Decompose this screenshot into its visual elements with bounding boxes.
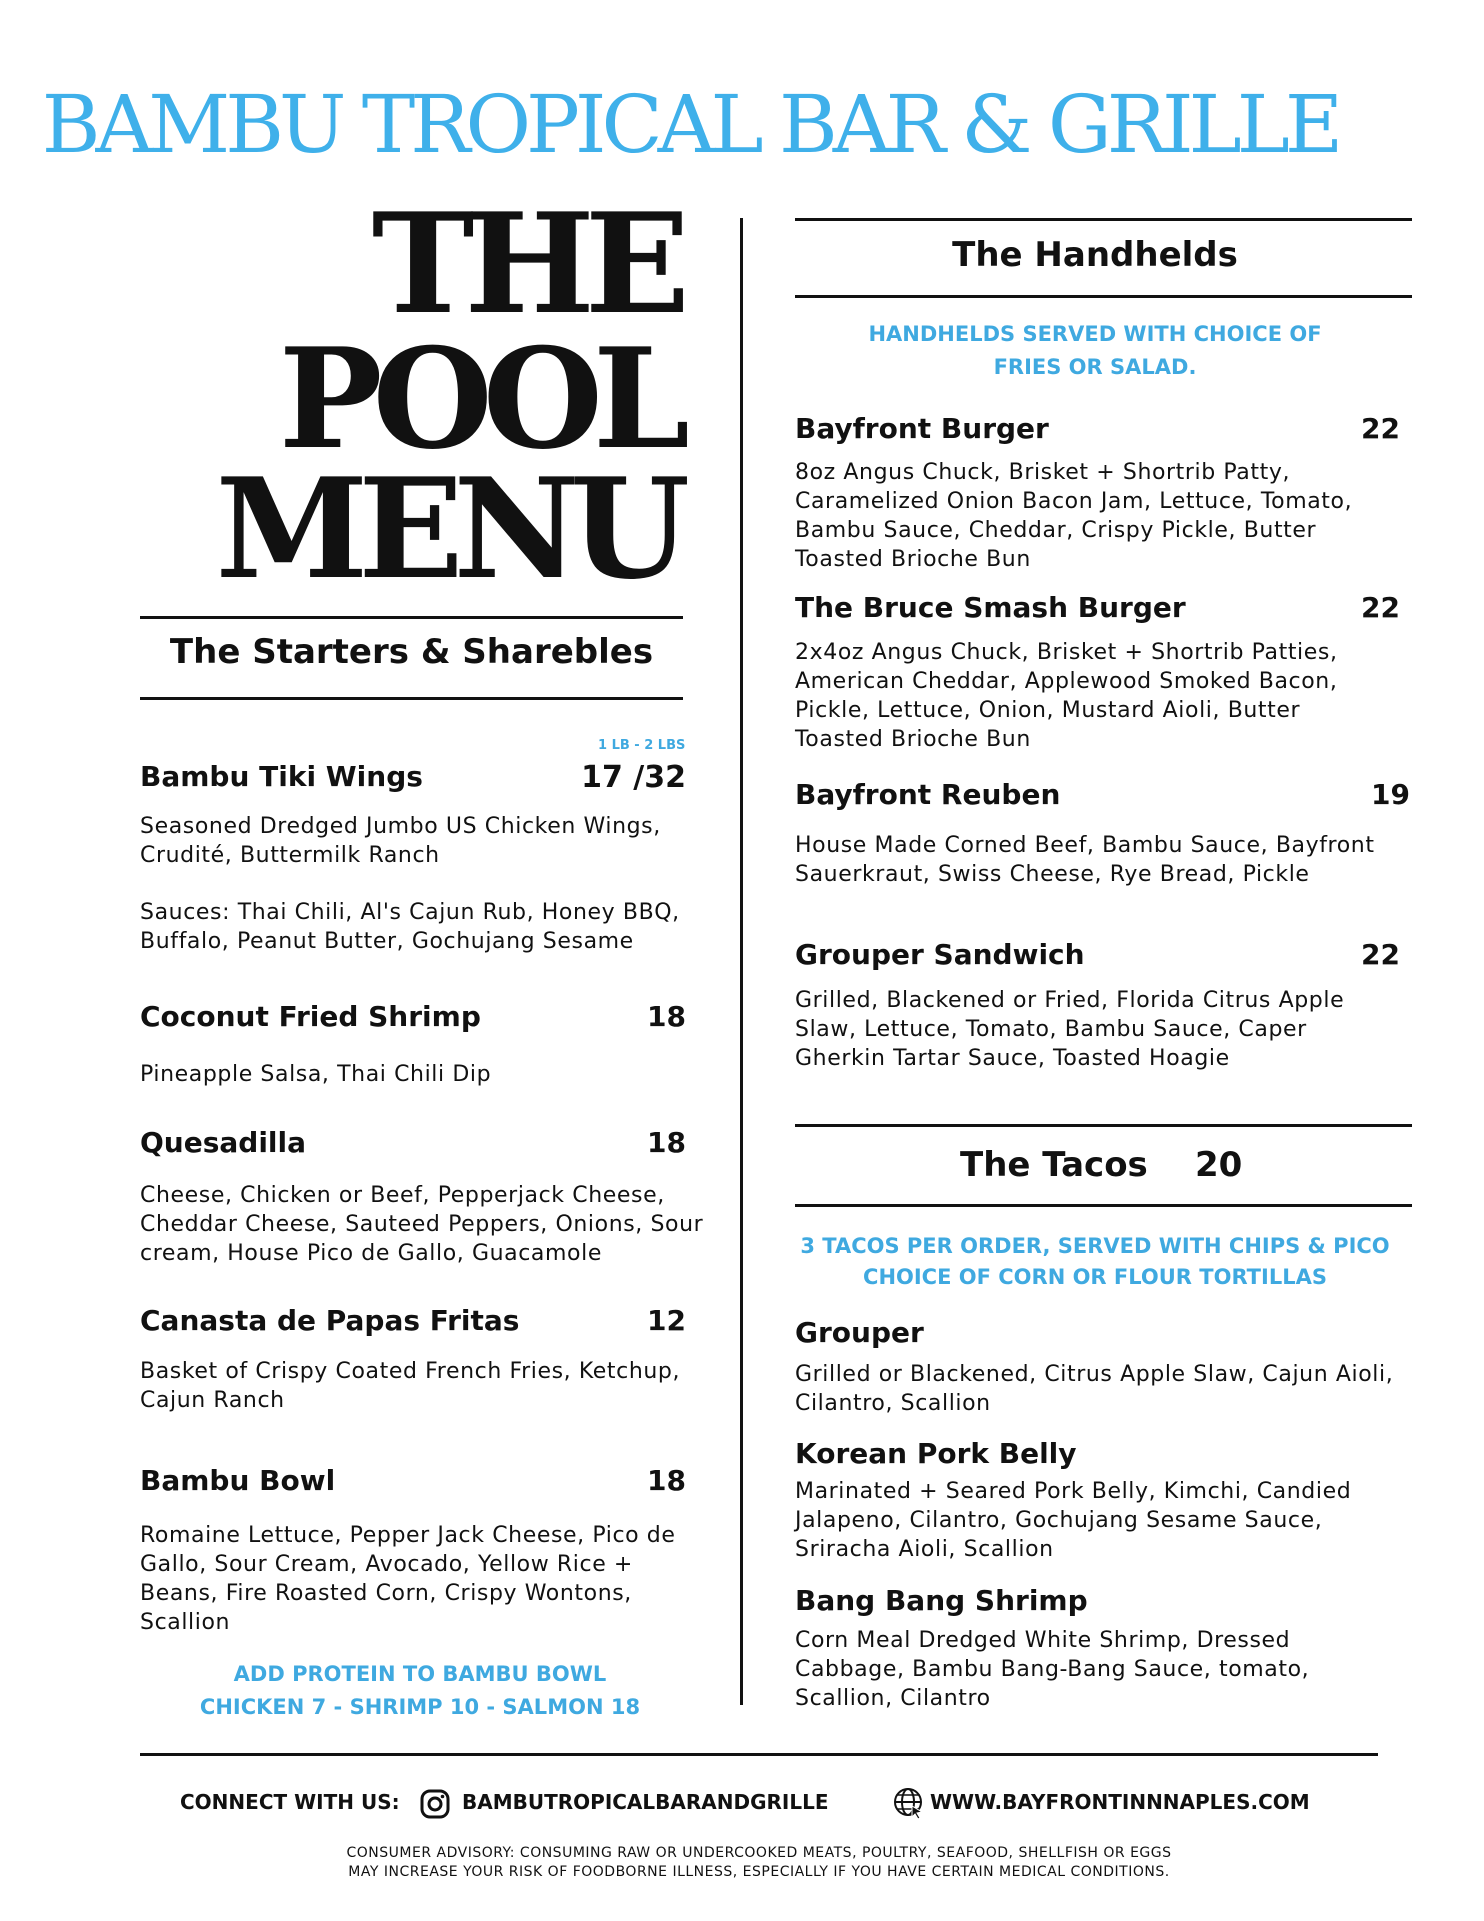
- connect-label: CONNECT WITH US:: [180, 1790, 400, 1814]
- bayfront-burger-description: 8oz Angus Chuck, Brisket + Shortrib Patty, Caramelized Onion Bacon Jam, Lettuce, Tomato, Bambu Sauce, Cheddar, Crispy Pickle, Butter Toasted Brioche Bun: [795, 460, 1353, 572]
- wings-description: Seasoned Dredged Jumbo US Chicken Wings, Crudité, Buttermilk Ranch: [140, 814, 661, 868]
- starters-title: The Starters & Sharebles: [169, 632, 654, 672]
- tacos-note-line1: 3 TACOS PER ORDER, SERVED WITH CHIPS & PICO: [800, 1234, 1390, 1258]
- protein-note-line2: CHICKEN 7 - SHRIMP 10 - SALMON 18: [199, 1695, 641, 1719]
- canasta-price: 12: [647, 1304, 686, 1337]
- bruce-smash-price: 22: [1361, 591, 1400, 624]
- starters-top-rule: [140, 616, 683, 619]
- coconut-shrimp-price: 18: [647, 1000, 686, 1033]
- grouper-sandwich-name: Grouper Sandwich: [795, 938, 1085, 971]
- protein-note: [140, 1658, 700, 1724]
- grouper-sandwich-description: Grilled, Blackened or Fried, Florida Citrus Apple Slaw, Lettuce, Tomato, Bambu Sauce, Caper Gherkin Tartar Sauce, Toasted Hoagie: [795, 988, 1345, 1071]
- protein-note-line1: ADD PROTEIN TO BAMBU BOWL: [233, 1662, 607, 1686]
- instagram-handle[interactable]: BAMBUTROPICALBARANDGRILLE: [462, 1790, 829, 1814]
- menu-title-line3: MENU: [215, 447, 680, 610]
- bruce-smash-description: 2x4oz Angus Chuck, Brisket + Shortrib Patties, American Cheddar, Applewood Smoked Bacon, Pickle, Lettuce, Onion, Mustard Aioli, Butter Toasted Brioche Bun: [795, 640, 1338, 752]
- consumer-advisory: [140, 1844, 1378, 1882]
- grouper-sandwich-price: 22: [1361, 938, 1400, 971]
- reuben-name: Bayfront Reuben: [795, 778, 1061, 811]
- reuben-description: House Made Corned Beef, Bambu Sauce, Bayfront Sauerkraut, Swiss Cheese, Rye Bread, Pickle: [795, 833, 1375, 887]
- wings-name: Bambu Tiki Wings: [140, 760, 423, 793]
- canasta-description: Basket of Crispy Coated French Fries, Ketchup, Cajun Ranch: [140, 1359, 681, 1413]
- coconut-shrimp-name: Coconut Fried Shrimp: [140, 1000, 481, 1033]
- coconut-shrimp-description: Pineapple Salsa, Thai Chili Dip: [140, 1062, 492, 1087]
- bambu-bowl-name: Bambu Bowl: [140, 1464, 336, 1497]
- website-link[interactable]: WWW.BAYFRONTINNNAPLES.COM: [930, 1790, 1310, 1814]
- handhelds-note: [795, 318, 1395, 384]
- handhelds-title: The Handhelds: [952, 235, 1238, 275]
- tacos-price: 20: [1195, 1145, 1243, 1185]
- menu-title-line2: POOL: [278, 317, 680, 480]
- pork-belly-taco-description: Marinated + Seared Pork Belly, Kimchi, Candied Jalapeno, Cilantro, Gochujang Sesame Sauce, Sriracha Aioli, Scallion: [795, 1479, 1352, 1562]
- wings-price: 17 /32: [581, 760, 686, 795]
- quesadilla-price: 18: [647, 1126, 686, 1159]
- bang-bang-shrimp-name: Bang Bang Shrimp: [795, 1584, 1088, 1617]
- instagram-icon[interactable]: [420, 1789, 450, 1819]
- handhelds-top-rule: [795, 218, 1412, 221]
- quesadilla-description: Cheese, Chicken or Beef, Pepperjack Cheese, Cheddar Cheese, Sauteed Peppers, Onions, Sour cream, House Pico de Gallo, Guacamole: [140, 1183, 704, 1266]
- wings-sauces: Sauces: Thai Chili, Al's Cajun Rub, Honey BBQ, Buffalo, Peanut Butter, Gochujang Sesame: [140, 900, 680, 954]
- quesadilla-name: Quesadilla: [140, 1126, 307, 1159]
- bambu-bowl-price: 18: [647, 1464, 686, 1497]
- starters-bottom-rule: [140, 697, 683, 700]
- menu-title-line1: THE: [371, 182, 680, 345]
- tacos-note-line2: CHOICE OF CORN OR FLOUR TORTILLAS: [863, 1265, 1327, 1289]
- tacos-top-rule: [795, 1124, 1412, 1127]
- wings-price-note: 1 LB - 2 LBS: [598, 738, 686, 753]
- globe-icon[interactable]: [892, 1786, 926, 1820]
- grouper-taco-name: Grouper: [795, 1316, 924, 1349]
- canasta-name: Canasta de Papas Fritas: [140, 1304, 520, 1337]
- handhelds-note-line1: HANDHELDS SERVED WITH CHOICE OF: [868, 322, 1322, 346]
- bambu-bowl-description: Romaine Lettuce, Pepper Jack Cheese, Pico de Gallo, Sour Cream, Avocado, Yellow Rice + Beans, Fire Roasted Corn, Crispy Wontons, Scallion: [140, 1523, 676, 1635]
- restaurant-name: BAMBU TROPICAL BAR & GRILLE: [41, 78, 1339, 171]
- handhelds-bottom-rule: [795, 295, 1412, 298]
- advisory-line2: MAY INCREASE YOUR RISK OF FOODBORNE ILLNESS, ESPECIALLY IF YOU HAVE CERTAIN MEDICAL CONDITIONS.: [348, 1864, 1170, 1880]
- advisory-line1: CONSUMER ADVISORY: CONSUMING RAW OR UNDERCOOKED MEATS, POULTRY, SEAFOOD, SHELLFISH OR EGGS: [346, 1845, 1172, 1861]
- footer-rule: [140, 1753, 1378, 1756]
- tacos-title: The Tacos: [960, 1145, 1148, 1185]
- tacos-note: [795, 1231, 1395, 1293]
- grouper-taco-description: Grilled or Blackened, Citrus Apple Slaw, Cajun Aioli, Cilantro, Scallion: [795, 1362, 1394, 1416]
- handhelds-note-line2: FRIES OR SALAD.: [993, 355, 1197, 379]
- tacos-bottom-rule: [795, 1204, 1412, 1207]
- bayfront-burger-price: 22: [1361, 412, 1400, 445]
- column-divider: [740, 218, 743, 1705]
- bruce-smash-name: The Bruce Smash Burger: [795, 591, 1186, 624]
- pork-belly-taco-name: Korean Pork Belly: [795, 1437, 1077, 1470]
- reuben-price: 19: [1371, 778, 1410, 811]
- bayfront-burger-name: Bayfront Burger: [795, 412, 1049, 445]
- bang-bang-shrimp-description: Corn Meal Dredged White Shrimp, Dressed Cabbage, Bambu Bang-Bang Sauce, tomato, Scallion, Cilantro: [795, 1628, 1310, 1711]
